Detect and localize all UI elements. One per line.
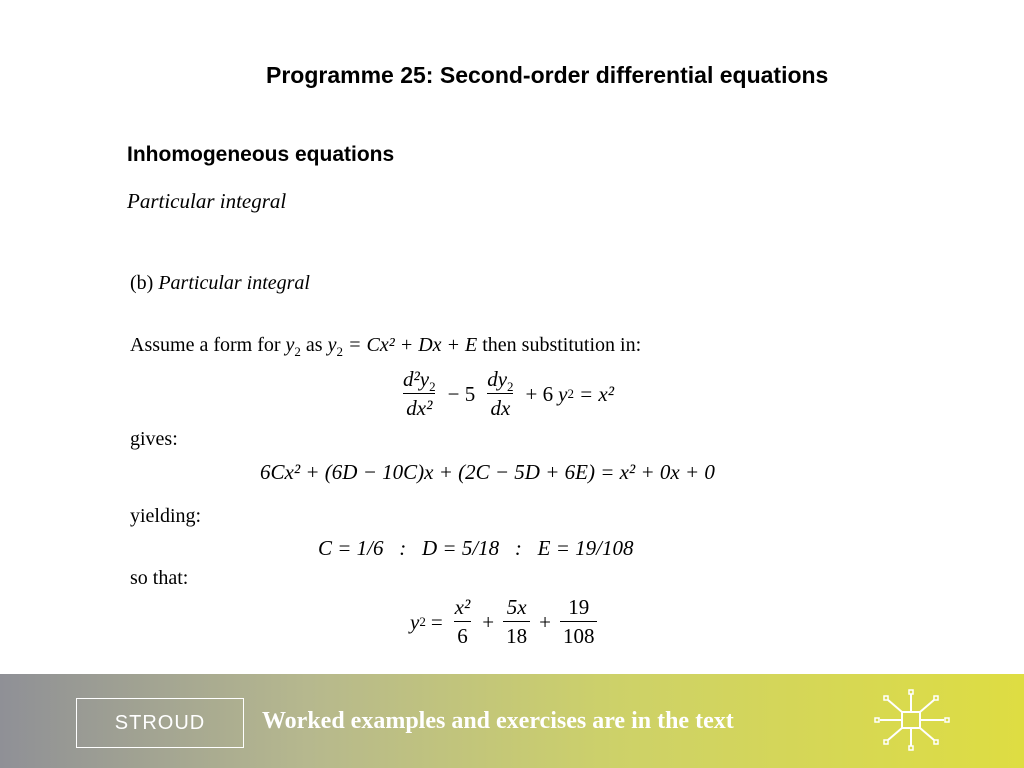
assume-y2: y xyxy=(327,334,337,356)
ode-y: y xyxy=(558,381,568,406)
assume-y: y xyxy=(285,334,295,356)
ode-second-derivative xyxy=(400,368,439,420)
part-b-title: Particular integral xyxy=(158,272,310,294)
solution-t1-den: 6 xyxy=(454,621,471,648)
solution-t2-den: 18 xyxy=(503,621,530,648)
ode-first-derivative xyxy=(484,368,516,420)
yielding-label: yielding: xyxy=(130,505,202,527)
stroud-logo-text: STROUD xyxy=(114,711,206,734)
coefficients-text: C = 1/6 : D = 5/18 : E = 19/108 xyxy=(318,536,634,560)
assume-line xyxy=(130,334,641,357)
section-heading: Inhomogeneous equations xyxy=(127,143,395,166)
solution-term-1 xyxy=(452,596,474,648)
gives-label: gives: xyxy=(130,428,178,450)
part-b-heading xyxy=(130,272,310,295)
ode-dy-sub: 2 xyxy=(507,379,514,395)
part-b-label: (b) xyxy=(130,272,154,294)
footer-note: Worked examples and exercises are in the text xyxy=(262,708,734,734)
assume-y2-sub: 2 xyxy=(336,344,343,359)
ode-equation: $\frac{d^2y_2}{\text{dx²}}$ − 5 $\frac{dy_2}{dx}$ + 6 y 2 = x² xyxy=(396,368,619,420)
solution-t1-num: x² xyxy=(454,595,471,619)
assume-text-1: Assume a form for xyxy=(130,334,281,356)
assume-text-2: as xyxy=(305,334,323,356)
network-icon xyxy=(872,688,952,752)
ode-dy: dy xyxy=(487,367,508,391)
assume-y-sub: 2 xyxy=(294,344,301,359)
expanded-equation xyxy=(260,460,715,485)
ode-d2y-sub: 2 xyxy=(429,379,436,395)
assume-rhs: = Cx² + Dx + E xyxy=(347,334,478,356)
ode-dx: dx xyxy=(490,396,511,421)
section-subheading: Particular integral xyxy=(127,189,287,213)
coefficient-values xyxy=(318,536,634,561)
ode-plus6: + 6 xyxy=(525,381,554,406)
solution-equation: y 2 = $\frac{\text{x²}}{6}$ + $\frac{5x}{18}$ + $\frac{19}{108}$ xyxy=(410,596,601,648)
footer-bar xyxy=(0,674,1024,768)
solution-plus-2: + xyxy=(539,609,551,634)
ode-dx2: dx² xyxy=(406,396,433,421)
ode-minus5: − 5 xyxy=(447,381,476,406)
assume-text-3: then substitution in: xyxy=(482,334,642,356)
solution-t3-num: 19 xyxy=(568,595,590,619)
solution-plus-1: + xyxy=(482,609,495,634)
page-title: Programme 25: Second-order differential equations xyxy=(266,62,829,88)
solution-t3-den: 108 xyxy=(560,621,598,648)
expanded-text: 6Cx² + (6D − 10C)x + (2C − 5D + 6E) = x² + 0x + 0 xyxy=(260,460,715,484)
solution-term-3 xyxy=(560,596,598,648)
solution-y: y xyxy=(410,609,420,634)
solution-term-2 xyxy=(503,596,530,648)
so-that-label: so that: xyxy=(130,567,189,589)
ode-rhs: = x² xyxy=(578,381,615,406)
solution-t2-num: 5x xyxy=(506,595,527,619)
ode-d2y: d²y xyxy=(403,367,430,391)
stroud-logo xyxy=(76,698,244,748)
solution-eq: = xyxy=(430,609,443,634)
